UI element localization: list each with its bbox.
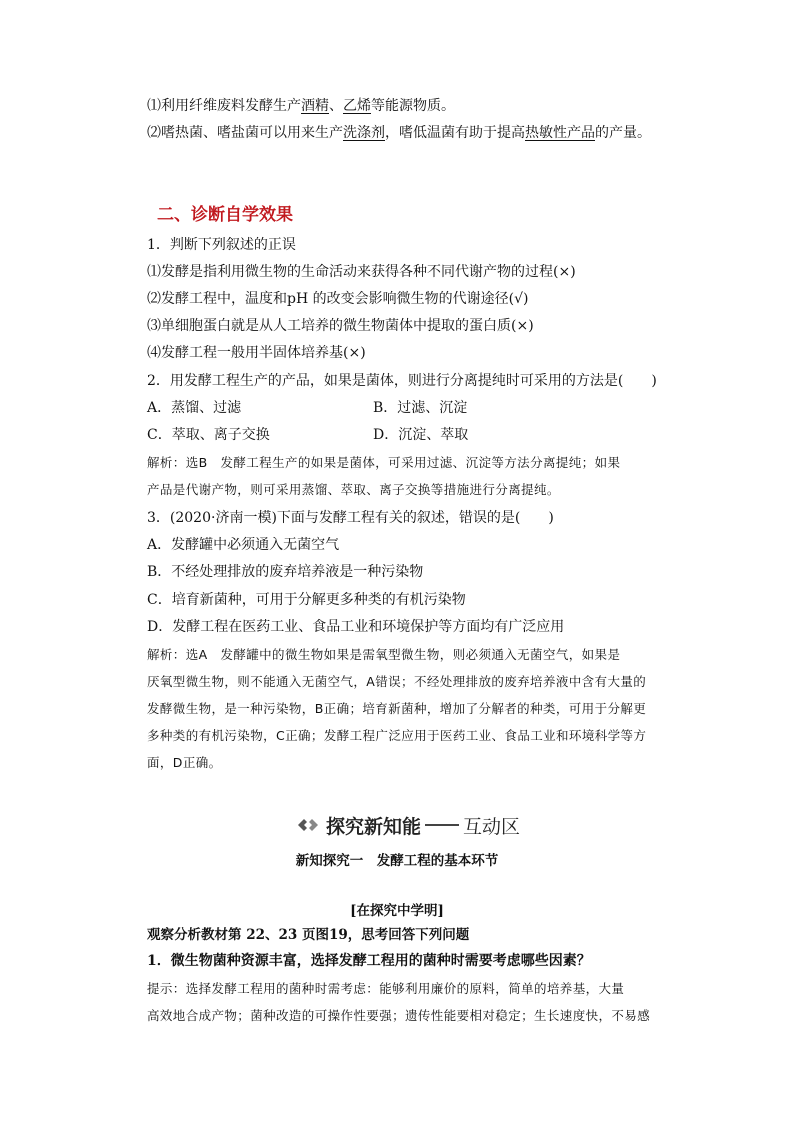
question-3-option-c: C．培育新菌种，可用于分解更多种类的有机污染物 (147, 592, 466, 608)
question-1-item: ⑵发酵工程中，温度和pH 的改变会影响微生物的代谢途径(√) (147, 291, 529, 307)
underlined-term: 乙烯 (343, 98, 371, 114)
question-2-stem: 2．用发酵工程生产的产品，如果是菌体，则进行分离提纯时可采用的方法是( ) (147, 373, 657, 389)
question-2-option-d: D．沉淀、萃取 (373, 427, 469, 443)
explore-hint-line: 高效地合成产物；菌种改造的可操作性要强；遗传性能要相对稳定；生长速度快，不易感 (147, 1008, 651, 1023)
question-3-option-b: B．不经处理排放的废弃培养液是一种污染物 (147, 564, 424, 580)
question-1-stem: 1．判断下列叙述的正误 (147, 237, 296, 253)
question-3-explanation-line: 解析：选A 发酵罐中的微生物如果是需氧型微生物，则必须通入无菌空气，如果是 (147, 647, 621, 662)
question-3-explanation-line: 发酵微生物，是一种污染物，B正确；培育新菌种，增加了分解者的种类，可用于分解更 (147, 701, 647, 716)
intro-paragraph-2 (147, 123, 651, 143)
question-2-option-b: B．过滤、沉淀 (373, 400, 468, 416)
explore-question-1: 1．微生物菌种资源丰富，选择发酵工程用的菌种时需要考虑哪些因素？ (147, 953, 591, 969)
underlined-term: 洗涤剂 (343, 125, 385, 141)
question-2-explanation-line: 产品是代谢产物，则可采用蒸馏、萃取、离子交换等措施进行分离提纯。 (147, 482, 560, 497)
banner-subtitle: 互动区 (463, 815, 521, 838)
text: 、 (329, 98, 343, 114)
question-3-stem: 3．(2020·济南一模)下面与发酵工程有关的叙述，错误的是( ) (147, 510, 554, 526)
question-1-item: ⑷发酵工程一般用半固体培养基(×) (147, 345, 366, 361)
question-2-option-c: C．萃取、离子交换 (147, 427, 270, 443)
question-3-option-d: D．发酵工程在医药工业、食品工业和环境保护等方面均有广泛应用 (147, 619, 565, 635)
text: ⑴利用纤维废料发酵生产 (147, 98, 301, 114)
section-title: 二、诊断自学效果 (157, 205, 293, 225)
question-1-item: ⑴发酵是指利用微生物的生命活动来获得各种不同代谢产物的过程(×) (147, 264, 576, 280)
explore-intro: 观察分析教材第 22、23 页图19，思考回答下列问题 (147, 927, 470, 943)
section-banner (296, 812, 520, 838)
question-3-explanation-line: 厌氧型微生物，则不能通入无菌空气，A错误；不经处理排放的废弃培养液中含有大量的 (147, 674, 647, 689)
question-3-option-a: A．发酵罐中必须通入无菌空气 (147, 537, 340, 553)
question-1-item: ⑶单细胞蛋白就是从人工培养的微生物菌体中提取的蛋白质(×) (147, 318, 534, 334)
intro-paragraph-1 (147, 96, 455, 116)
banner-divider (425, 824, 459, 826)
explore-heading: 新知探究一 发酵工程的基本环节 (295, 853, 499, 869)
diamond-logo-icon (296, 815, 320, 835)
question-3-explanation-line: 面，D正确。 (147, 755, 222, 770)
explore-hint-line: 提示：选择发酵工程用的菌种时需考虑：能够利用廉价的原料，简单的培养基，大量 (147, 981, 625, 996)
question-3-explanation-line: 多种类的有机污染物，C正确；发酵工程广泛应用于医药工业、食品工业和环境科学等方 (147, 728, 647, 743)
question-2-option-a: A．蒸馏、过滤 (147, 400, 242, 416)
underlined-term: 酒精 (301, 98, 329, 114)
banner-title: 探究新知能 (326, 815, 422, 838)
text: 的产量。 (595, 125, 651, 141)
text: 等能源物质。 (371, 98, 455, 114)
text: ⑵嗜热菌、嗜盐菌可以用来生产 (147, 125, 343, 141)
text: ，嗜低温菌有助于提高 (385, 125, 525, 141)
underlined-term: 热敏性产品 (525, 125, 595, 141)
explore-subheading: [在探究中学明] (350, 903, 444, 919)
question-2-explanation-line: 解析：选B 发酵工程生产的如果是菌体，可采用过滤、沉淀等方法分离提纯；如果 (147, 455, 621, 470)
